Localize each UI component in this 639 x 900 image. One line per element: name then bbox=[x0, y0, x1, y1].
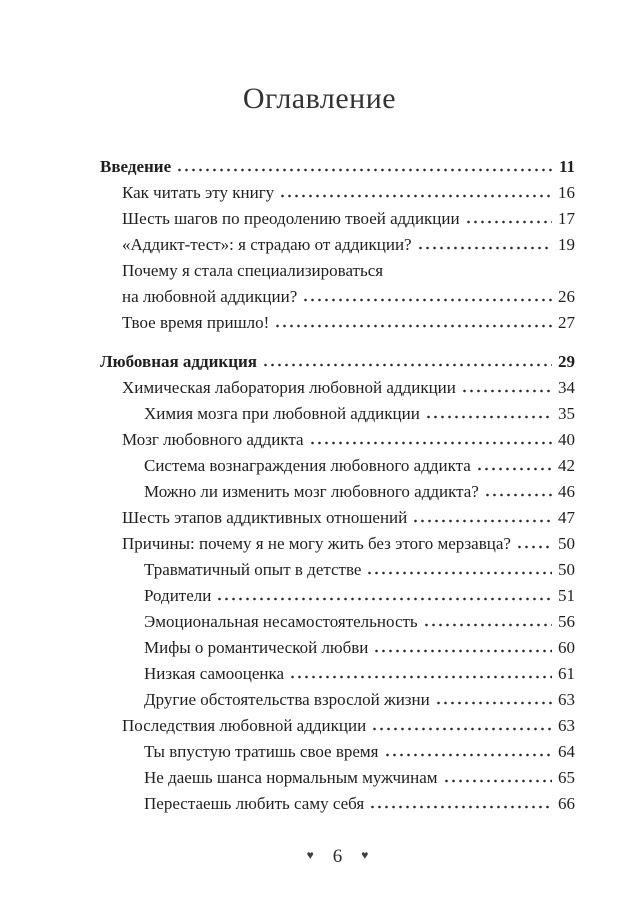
toc-entry-text: Не даешь шанса нормальным мужчинам bbox=[144, 768, 438, 787]
toc-entry-text: Другие обстоятельства взрослой жизни bbox=[144, 690, 430, 709]
toc-dot-leader bbox=[216, 597, 552, 601]
toc-entry bbox=[100, 154, 575, 180]
toc-entry bbox=[100, 232, 575, 258]
toc-entry bbox=[100, 310, 575, 336]
toc-entry-page: 50 bbox=[558, 534, 575, 553]
toc-entry-page: 27 bbox=[558, 313, 575, 332]
toc-dot-leader bbox=[176, 168, 553, 172]
toc-entry-page: 65 bbox=[558, 768, 575, 787]
toc-entry-page: 11 bbox=[558, 157, 575, 176]
toc-entry bbox=[100, 505, 575, 531]
toc-entry-page: 35 bbox=[558, 404, 575, 423]
toc-entry-text: Низкая самооценка bbox=[144, 664, 285, 683]
toc-entry bbox=[100, 349, 575, 375]
toc-entry-text: Родители bbox=[144, 586, 212, 605]
toc-entry-text: Травматичный опыт в детстве bbox=[144, 560, 362, 579]
toc-entry bbox=[100, 180, 575, 206]
toc-entry-page: 46 bbox=[558, 482, 575, 501]
toc-entry-page: 64 bbox=[558, 742, 575, 761]
toc-entry bbox=[100, 583, 575, 609]
toc-entry-page: 26 bbox=[558, 287, 575, 306]
toc-dot-leader bbox=[443, 779, 552, 783]
toc-entry-text: на любовной аддикции? bbox=[122, 287, 298, 306]
toc-dot-leader bbox=[425, 415, 552, 419]
page-footer bbox=[100, 846, 575, 868]
toc-dot-leader bbox=[461, 389, 552, 393]
toc-entry bbox=[100, 258, 575, 284]
toc-dot-leader bbox=[384, 753, 552, 757]
toc-entry-text: Твое время пришло! bbox=[122, 313, 270, 332]
toc-dot-leader bbox=[476, 467, 552, 471]
toc-dot-leader bbox=[435, 701, 552, 705]
toc-dot-leader bbox=[371, 727, 552, 731]
toc-entry-text: Шесть шагов по преодолению твоей аддикции bbox=[122, 209, 460, 228]
contents-title: Оглавление bbox=[242, 82, 397, 115]
toc-entry-text: «Аддикт-тест»: я страдаю от аддикции? bbox=[122, 235, 412, 254]
toc-entry-page: 47 bbox=[558, 508, 575, 527]
toc-entry-text: Система вознаграждения любовного аддикта bbox=[144, 456, 471, 475]
toc-dot-leader bbox=[423, 623, 552, 627]
toc-entry bbox=[100, 765, 575, 791]
page-number: 6 bbox=[332, 846, 343, 867]
toc-entry-page: 60 bbox=[558, 638, 575, 657]
toc-entry bbox=[100, 284, 575, 310]
toc-entry-text: Любовная аддикция bbox=[100, 352, 258, 371]
toc-entry-text: Как читать эту книгу bbox=[122, 183, 275, 202]
toc-entry-text: Последствия любовной аддикции bbox=[122, 716, 367, 735]
toc-dot-leader bbox=[369, 805, 552, 809]
toc-dot-leader bbox=[484, 493, 552, 497]
toc-entry-text: Можно ли изменить мозг любовного аддикта? bbox=[144, 482, 479, 501]
toc-dot-leader bbox=[516, 545, 552, 549]
toc-dot-leader bbox=[366, 571, 552, 575]
toc-entry-page: 42 bbox=[558, 456, 575, 475]
toc-entry-text: Перестаешь любить саму себя bbox=[144, 794, 365, 813]
toc-entry bbox=[100, 375, 575, 401]
toc-dot-leader bbox=[289, 675, 552, 679]
toc-dot-leader bbox=[417, 246, 552, 250]
toc-entry bbox=[100, 687, 575, 713]
toc-entry-page: 56 bbox=[558, 612, 575, 631]
heart-icon: ♥ bbox=[361, 848, 369, 862]
toc-entry-page: 61 bbox=[558, 664, 575, 683]
toc-dot-leader bbox=[279, 194, 552, 198]
toc-dot-leader bbox=[274, 324, 552, 328]
toc-dot-leader bbox=[465, 220, 552, 224]
toc-entry bbox=[100, 557, 575, 583]
toc-entry-text: Эмоциональная несамостоятельность bbox=[144, 612, 418, 631]
toc-entry-page: 63 bbox=[558, 690, 575, 709]
toc-entry-page: 40 bbox=[558, 430, 575, 449]
toc-entry bbox=[100, 479, 575, 505]
toc-entry bbox=[100, 661, 575, 687]
heart-icon: ♥ bbox=[306, 848, 314, 862]
toc-entry-page: 50 bbox=[558, 560, 575, 579]
toc-entry-page: 34 bbox=[558, 378, 575, 397]
toc-dot-leader bbox=[309, 441, 552, 445]
toc-dot-leader bbox=[373, 649, 552, 653]
toc-entry-text: Ты впустую тратишь свое время bbox=[144, 742, 379, 761]
toc-entry bbox=[100, 531, 575, 557]
toc-list bbox=[100, 154, 575, 817]
toc-entry-page: 63 bbox=[558, 716, 575, 735]
toc-entry-text: Почему я стала специализироваться bbox=[122, 261, 384, 280]
toc-entry-page: 16 bbox=[558, 183, 575, 202]
toc-entry-text: Введение bbox=[100, 157, 172, 176]
toc-entry-text: Химия мозга при любовной аддикции bbox=[144, 404, 420, 423]
toc-entry-page: 19 bbox=[558, 235, 575, 254]
toc-entry bbox=[100, 635, 575, 661]
toc-entry-text: Химическая лаборатория любовной аддикции bbox=[122, 378, 456, 397]
toc-entry-page: 66 bbox=[558, 794, 575, 813]
toc-entry-text: Причины: почему я не могу жить без этого мерзавца? bbox=[122, 534, 511, 553]
toc-entry bbox=[100, 206, 575, 232]
toc-entry-page: 51 bbox=[558, 586, 575, 605]
toc-entry-page: 29 bbox=[558, 352, 575, 371]
toc-dot-leader bbox=[302, 298, 552, 302]
toc-entry-text: Шесть этапов аддиктивных отношений bbox=[122, 508, 408, 527]
toc-entry bbox=[100, 609, 575, 635]
toc-entry bbox=[100, 453, 575, 479]
toc-entry bbox=[100, 791, 575, 817]
toc-entry bbox=[100, 427, 575, 453]
toc-entry bbox=[100, 401, 575, 427]
toc-dot-leader bbox=[262, 363, 552, 367]
toc-dot-leader bbox=[412, 519, 552, 523]
toc-entry-text: Мифы о романтической любви bbox=[144, 638, 369, 657]
toc-entry bbox=[100, 713, 575, 739]
toc-entry-text: Мозг любовного аддикта bbox=[122, 430, 304, 449]
toc-entry-page: 17 bbox=[558, 209, 575, 228]
toc-entry bbox=[100, 739, 575, 765]
